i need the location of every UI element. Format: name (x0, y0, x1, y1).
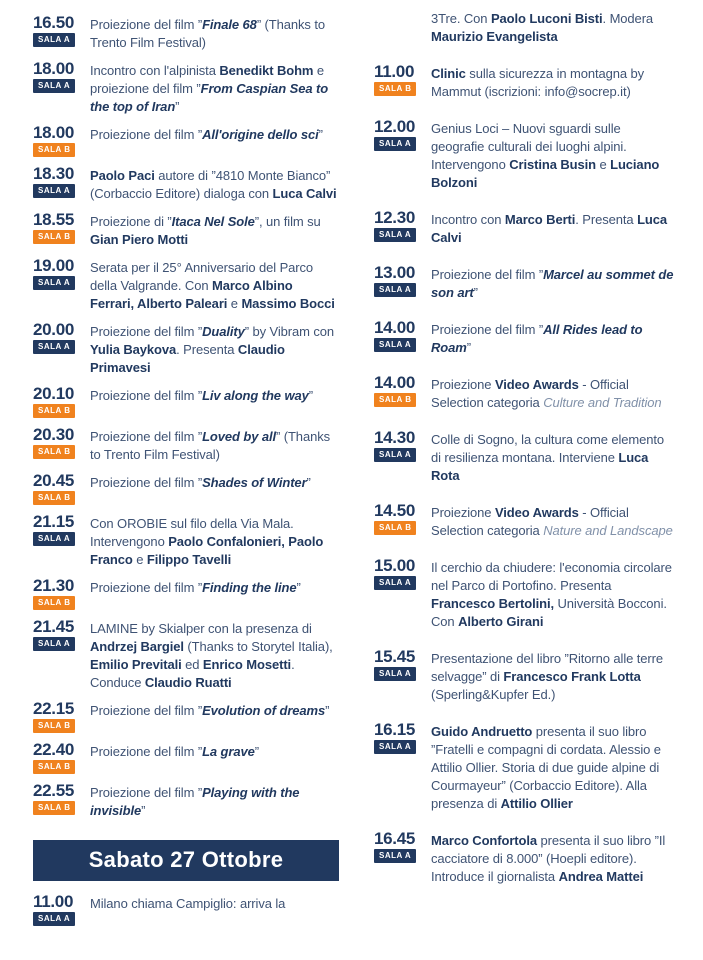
event-time: 14.00 (374, 373, 416, 392)
event-description (431, 429, 676, 485)
text-segment: ” (308, 388, 313, 403)
event-time: 22.15 (33, 699, 75, 718)
event-row (374, 8, 676, 46)
event-time: 11.00 (33, 892, 74, 911)
event-description (431, 63, 676, 101)
room-badge: SALA A (33, 79, 75, 93)
event-meta (374, 374, 431, 407)
event-time: 16.15 (374, 720, 416, 739)
event-time: 21.30 (33, 576, 75, 595)
event-meta (33, 60, 90, 93)
room-badge: SALA A (374, 849, 416, 863)
text-segment: . Modera (602, 11, 654, 26)
event-description (90, 782, 339, 820)
event-row (33, 741, 339, 774)
event-meta (374, 721, 431, 754)
text-segment: Playing with the invisible (90, 785, 300, 818)
text-segment: ed (181, 657, 203, 672)
event-description (90, 577, 339, 597)
event-time: 14.50 (374, 501, 416, 520)
text-segment: Proiezione di ” (90, 214, 172, 229)
text-segment: Proiezione del film ” (90, 703, 203, 718)
text-segment: La grave (202, 744, 255, 759)
event-description (90, 618, 339, 692)
event-row (33, 700, 339, 733)
text-segment: - Official Selection categoria (431, 505, 629, 538)
text-segment: ” (296, 580, 301, 595)
event-time: 19.00 (33, 256, 75, 275)
text-segment: Luciano Bolzoni (431, 157, 660, 190)
text-segment: Finding the line (202, 580, 297, 595)
room-badge: SALA A (374, 137, 416, 151)
room-badge: SALA A (33, 276, 75, 290)
text-segment: Duality (202, 324, 245, 339)
text-segment: ” (Thanks to Trento Film Festival) (90, 17, 325, 50)
text-segment: Luca Calvi (272, 186, 337, 201)
text-segment: Paolo Confalonieri, Paolo Franco (90, 534, 324, 567)
room-badge: SALA B (33, 404, 75, 418)
event-description (90, 211, 339, 249)
event-time: 22.40 (33, 740, 75, 759)
event-meta (33, 741, 90, 774)
event-description (90, 257, 339, 313)
event-meta (33, 700, 90, 733)
text-segment: autore di ”4810 Monte Bianco” (Corbaccio Editore) dialoga con (90, 168, 331, 201)
text-segment: Presentazione del libro ”Ritorno alle terre selvagge” di (431, 651, 663, 684)
text-segment: Emilio Previtali (90, 657, 182, 672)
event-time: 15.45 (374, 647, 416, 666)
event-meta (33, 14, 90, 47)
text-segment: Liv along the way (202, 388, 309, 403)
event-description (431, 502, 676, 540)
event-description (431, 8, 676, 46)
text-segment: Proiezione del film ” (90, 324, 203, 339)
room-badge: SALA B (33, 230, 75, 244)
text-segment: From Caspian Sea to the top of Iran (90, 81, 329, 114)
event-time: 18.55 (33, 210, 75, 229)
event-row (33, 257, 339, 313)
text-segment: ” (141, 803, 146, 818)
event-description (431, 118, 676, 192)
text-segment: Il cerchio da chiudere: l'economia circolare nel Parco di Portofino. Presenta (431, 560, 672, 593)
text-segment: LAMINE by Skialper con la presenza di (90, 621, 312, 636)
text-segment: Filippo Tavelli (146, 552, 232, 567)
event-meta (374, 264, 431, 297)
event-time: 21.15 (33, 512, 75, 531)
event-time: 18.00 (33, 59, 75, 78)
text-segment: Gian Piero Motti (90, 232, 189, 247)
room-badge: SALA B (33, 445, 75, 459)
text-segment: - Official Selection categoria (431, 377, 629, 410)
text-segment: Proiezione del film ” (90, 785, 203, 800)
text-segment: Proiezione del film ” (90, 127, 203, 142)
event-time: 13.00 (374, 263, 416, 282)
event-meta (374, 648, 431, 681)
event-time: 14.30 (374, 428, 416, 447)
event-row (374, 429, 676, 485)
text-segment: . Presenta (176, 342, 238, 357)
event-row (33, 165, 339, 203)
event-row (33, 14, 339, 52)
room-badge: SALA A (374, 228, 416, 242)
event-time: 20.30 (33, 425, 75, 444)
text-segment: Finale 68 (202, 17, 257, 32)
event-time: 15.00 (374, 556, 416, 575)
event-meta (33, 426, 90, 459)
text-segment: Yulia Baykova (90, 342, 177, 357)
event-description (90, 700, 339, 720)
room-badge: SALA A (374, 338, 416, 352)
text-segment: Massimo Bocci (241, 296, 335, 311)
event-meta (33, 257, 90, 290)
text-segment: Benedikt Bohm (219, 63, 314, 78)
text-segment: Claudio Primavesi (90, 342, 285, 375)
room-badge: SALA A (33, 33, 75, 47)
text-segment: Proiezione (431, 505, 495, 520)
text-segment: Colle di Sogno, la cultura come elemento di resilienza montana. Interviene (431, 432, 665, 465)
room-badge: SALA A (33, 637, 75, 651)
text-segment: Francesco Bertolini, (431, 596, 554, 611)
event-meta (374, 830, 431, 863)
event-meta (374, 429, 431, 462)
text-segment: ” (254, 744, 259, 759)
text-segment: Evolution of dreams (202, 703, 326, 718)
event-row (33, 577, 339, 610)
text-segment: Paolo Paci (90, 168, 155, 183)
text-segment: Proiezione del film ” (90, 744, 203, 759)
text-segment: Alberto Girani (458, 614, 544, 629)
event-description (431, 557, 676, 631)
event-time: 22.55 (33, 781, 75, 800)
event-row (33, 124, 339, 157)
event-row (374, 557, 676, 631)
event-description (90, 165, 339, 203)
text-segment: Guido Andruetto (431, 724, 533, 739)
text-segment: All'origine dello sci (202, 127, 319, 142)
text-segment: Proiezione del film ” (90, 475, 203, 490)
room-badge: SALA A (374, 667, 416, 681)
event-description (90, 472, 339, 492)
room-badge: SALA B (33, 596, 75, 610)
text-segment: Proiezione del film ” (90, 429, 203, 444)
event-meta (33, 385, 90, 418)
text-segment: Loved by all (202, 429, 276, 444)
room-badge: SALA A (33, 532, 75, 546)
room-badge: SALA B (33, 801, 75, 815)
text-segment: Andrea Mattei (558, 869, 644, 884)
text-segment: . Presenta (575, 212, 638, 227)
event-row (374, 374, 676, 412)
text-segment: Cristina Busin (509, 157, 596, 172)
event-row (374, 118, 676, 192)
text-segment: Proiezione del film ” (431, 267, 544, 282)
text-segment: ” (318, 127, 323, 142)
event-time: 16.45 (374, 829, 416, 848)
event-time: 20.00 (33, 320, 75, 339)
event-row (33, 426, 339, 464)
event-time: 14.00 (374, 318, 416, 337)
text-segment: ”, un film su (254, 214, 321, 229)
event-meta (33, 513, 90, 546)
event-description (431, 264, 676, 302)
event-time: 20.10 (33, 384, 75, 403)
event-row (33, 385, 339, 418)
event-meta (33, 782, 90, 815)
text-segment: Claudio Ruatti (144, 675, 232, 690)
text-segment: Serata per il 25° Anniversario del Parco della Valgrande. Con (90, 260, 314, 293)
event-description (90, 385, 339, 405)
text-segment: ” (Thanks to Trento Film Festival) (90, 429, 331, 462)
event-description (90, 513, 339, 569)
room-badge: SALA B (33, 760, 75, 774)
event-description (90, 14, 339, 52)
event-row (374, 264, 676, 302)
event-meta (374, 209, 431, 242)
room-badge: SALA A (374, 448, 416, 462)
text-segment: Con OROBIE sul filo della Via Mala. Intervengono (90, 516, 294, 549)
event-description (431, 721, 676, 813)
event-time: 18.30 (33, 164, 75, 183)
event-row (33, 782, 339, 820)
event-meta (33, 577, 90, 610)
text-segment: Clinic (431, 66, 466, 81)
text-segment: Andrzej Bargiel (90, 639, 184, 654)
event-description (90, 124, 339, 144)
event-row (374, 319, 676, 357)
column-left (33, 14, 339, 934)
event-meta (33, 618, 90, 651)
event-row (374, 648, 676, 704)
room-badge: SALA B (374, 521, 416, 535)
event-row (33, 618, 339, 692)
text-segment: e (132, 552, 147, 567)
text-segment: Culture and Tradition (543, 395, 662, 410)
event-description (431, 830, 676, 886)
text-segment: Paolo Luconi Bisti (490, 11, 603, 26)
event-time: 18.00 (33, 123, 75, 142)
text-segment: sulla sicurezza in montagna by Mammut (iscrizioni: info@socrep.it) (431, 66, 645, 99)
text-segment: e (595, 157, 611, 172)
room-badge: SALA A (374, 576, 416, 590)
event-meta (374, 63, 431, 96)
day-banner: Sabato 27 Ottobre (33, 840, 339, 881)
text-segment: Incontro con l'alpinista (90, 63, 220, 78)
event-row (33, 60, 339, 116)
text-segment: Nature and Landscape (543, 523, 673, 538)
event-meta (33, 211, 90, 244)
event-row (374, 721, 676, 813)
text-segment: Genius Loci – Nuovi sguardi sulle geografie culturali dei luoghi alpini. Intervengono (431, 121, 627, 172)
event-time: 12.00 (374, 117, 416, 136)
text-segment: Attilio Ollier (500, 796, 573, 811)
event-meta (33, 321, 90, 354)
event-description (90, 741, 339, 761)
room-badge: SALA B (33, 143, 75, 157)
text-segment: ” (175, 99, 180, 114)
room-badge: SALA A (33, 340, 75, 354)
event-description (90, 60, 339, 116)
event-row (33, 472, 339, 505)
event-row (33, 513, 339, 569)
column-right (374, 8, 676, 903)
text-segment: Francesco Frank Lotta (503, 669, 641, 684)
text-segment: Marco Confortola (431, 833, 538, 848)
event-description (431, 374, 676, 412)
text-segment: Video Awards (494, 505, 579, 520)
text-segment: Marcel au sommet de son art (431, 267, 674, 300)
room-badge: SALA B (33, 491, 75, 505)
text-segment: Proiezione del film ” (90, 388, 203, 403)
event-description (90, 893, 339, 913)
room-badge: SALA A (374, 740, 416, 754)
room-badge: SALA A (33, 912, 75, 926)
event-meta (33, 124, 90, 157)
event-row (374, 502, 676, 540)
text-segment: Proiezione del film ” (431, 322, 544, 337)
event-row (33, 321, 339, 377)
text-segment: ” (325, 703, 330, 718)
event-time: 11.00 (374, 62, 415, 81)
text-segment: Maurizio Evangelista (431, 29, 558, 44)
text-segment: All Rides lead to Roam (431, 322, 643, 355)
text-segment: Luca Calvi (431, 212, 668, 245)
room-badge: SALA B (374, 82, 416, 96)
text-segment: Video Awards (494, 377, 579, 392)
text-segment: e (227, 296, 242, 311)
event-time: 12.30 (374, 208, 416, 227)
room-badge: SALA B (374, 393, 416, 407)
event-description (90, 321, 339, 377)
event-meta (33, 472, 90, 505)
event-row (374, 209, 676, 247)
event-row (33, 211, 339, 249)
text-segment: Incontro con (431, 212, 505, 227)
room-badge: SALA B (33, 719, 75, 733)
text-segment: Enrico Mosetti (202, 657, 292, 672)
event-row (374, 63, 676, 101)
text-segment: Shades of Winter (202, 475, 307, 490)
text-segment: Marco Albino Ferrari, Alberto Paleari (90, 278, 293, 311)
text-segment: . Conduce (90, 657, 295, 690)
event-description (90, 426, 339, 464)
text-segment: Itaca Nel Sole (171, 214, 255, 229)
text-segment: Proiezione del film ” (90, 17, 203, 32)
event-description (431, 648, 676, 704)
event-meta (374, 118, 431, 151)
text-segment: Università Bocconi. Con (431, 596, 667, 629)
text-segment: ” (466, 340, 471, 355)
text-segment: ” (473, 285, 478, 300)
event-time: 16.50 (33, 13, 75, 32)
text-segment: (Thanks to Storytel Italia), (183, 639, 333, 654)
text-segment: Luca Rota (431, 450, 649, 483)
text-segment: 3Tre. Con (431, 11, 491, 26)
text-segment: Marco Berti (504, 212, 576, 227)
event-meta (374, 502, 431, 535)
event-time: 21.45 (33, 617, 75, 636)
text-segment: presenta il suo libro ”Il cacciatore di 8.000” (Hoepli editore). Introduce il giornalista (431, 833, 666, 884)
event-meta (33, 893, 90, 926)
room-badge: SALA A (374, 283, 416, 297)
text-segment: Milano chiama Campiglio: arriva la (90, 896, 286, 911)
event-row (33, 893, 339, 926)
text-segment: Proiezione del film ” (90, 580, 203, 595)
event-meta (374, 319, 431, 352)
text-segment: presenta il suo libro ”Fratelli e compagni di cordata. Alessio e Attilio Ollier. Storia di due guide alpine di Courmayeur” (Corbaccio Editore). Alla presenza di (431, 724, 661, 811)
event-description (431, 209, 676, 247)
text-segment: ” by Vibram con (244, 324, 335, 339)
event-meta (374, 557, 431, 590)
room-badge: SALA A (33, 184, 75, 198)
event-row (374, 830, 676, 886)
text-segment: ” (306, 475, 311, 490)
event-description (431, 319, 676, 357)
text-segment: e proiezione del film ” (90, 63, 325, 96)
event-time: 20.45 (33, 471, 75, 490)
event-meta (33, 165, 90, 198)
text-segment: (Sperling&Kupfer Ed.) (431, 687, 556, 702)
text-segment: Proiezione (431, 377, 495, 392)
